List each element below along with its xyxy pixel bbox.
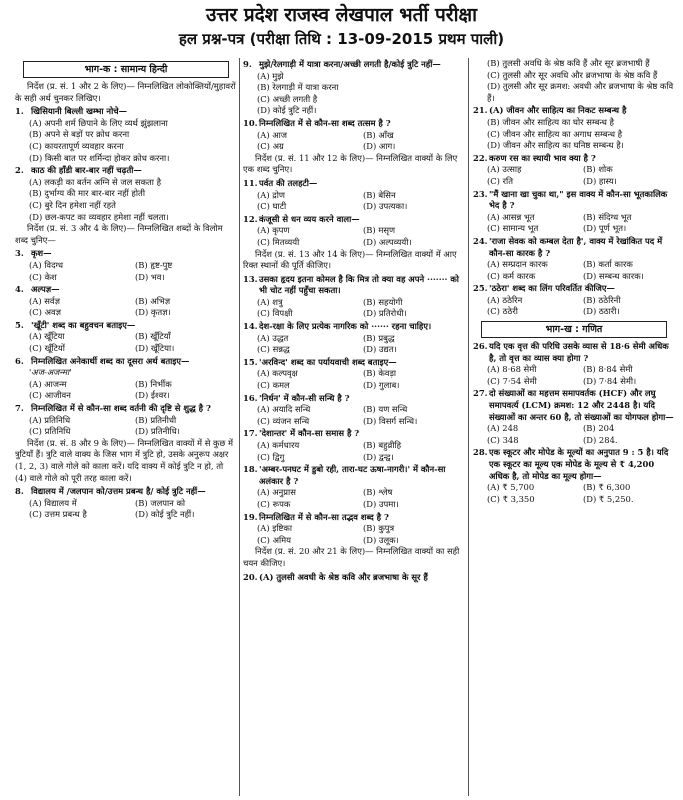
question-number: 18.	[243, 464, 258, 475]
question-number: 20.	[243, 571, 258, 582]
column-middle	[243, 58, 465, 798]
question-stem	[473, 105, 675, 117]
question-number: 23.	[473, 188, 488, 199]
question-item	[243, 178, 465, 213]
option: (B) यण सन्धि	[363, 404, 408, 415]
section-heading-hindi: भाग-क : सामान्य हिन्दी	[23, 61, 229, 78]
option: (A) कृपण	[257, 225, 290, 236]
question-number: 5.	[15, 319, 24, 330]
question-number: 13.	[243, 273, 258, 284]
options-list	[15, 379, 237, 402]
options-list	[473, 295, 675, 318]
question-text: देश-रक्षा के लिए प्रत्येक नागरिक को ······ रहना चाहिए।	[259, 321, 432, 332]
question-stem	[15, 165, 237, 177]
options-list	[473, 259, 675, 282]
options-list	[243, 487, 465, 510]
question-item	[15, 403, 237, 438]
question-stem	[15, 106, 237, 118]
options-list	[15, 118, 237, 164]
options-list	[473, 117, 675, 152]
option: (A) 248	[487, 423, 519, 434]
question-text: अल्पज्ञ—	[31, 284, 60, 295]
option: (D) ₹ 5,250.	[583, 493, 634, 504]
question-text: निम्नलिखित में से कौन-सा शब्द वर्तनी की दृष्टि से शुद्ध है ?	[31, 403, 211, 414]
question-stem	[15, 356, 237, 368]
question-number: 21.	[473, 105, 488, 116]
question-stem	[243, 118, 465, 130]
instruction-block: निर्देश (प्र. सं. 20 और 21 के लिए)— निम्नलिखित वाक्यों का सही चयन कीजिए।	[243, 546, 460, 568]
question-subtext: 'अज-अजन्मा'	[29, 367, 72, 378]
question-text: खिसियानी बिल्ली खम्भा नोचे—	[31, 106, 127, 117]
option: (C) आजीवन	[29, 390, 71, 401]
option: (A) इष्टिका	[257, 523, 293, 534]
question-text: "मैं खाना खा चुका था," इस वाक्य में कौन-सा भूतकालिक भेद है ?	[489, 188, 668, 211]
question-stem	[15, 320, 237, 332]
question-number: 22.	[473, 152, 488, 163]
option: (A) खूँटिया	[29, 331, 65, 342]
question-stem	[243, 464, 465, 487]
option: (B) शोक	[583, 164, 613, 175]
question-number: 11.	[243, 177, 258, 188]
option: (A) विदग्ध	[29, 259, 64, 270]
question-text: एक स्कूटर और मोपेड के मूल्यों का अनुपात 9 : 5 है। यदि एक स्कूटर का मूल्य एक मोपेड के मूल्य से ₹ 4,200 अधिक है, तो मोपेड का मूल्य होगा—	[489, 447, 669, 481]
option: (A) उद्धत	[257, 332, 289, 343]
question-item	[243, 572, 465, 584]
question-text: 'अरविन्द' शब्द का पर्यायवाची शब्द बताइए—	[259, 356, 397, 367]
option: (D) उपत्यका।	[363, 201, 408, 212]
question-stem	[473, 283, 675, 295]
option: (C) सन्नद्ध	[257, 344, 290, 355]
option: (B) 204	[583, 423, 615, 434]
option: (C) द्विगु	[257, 451, 285, 462]
column-left	[15, 58, 237, 798]
question-stem	[243, 512, 465, 524]
question-number: 1.	[15, 106, 24, 117]
question-stem	[243, 321, 465, 333]
option: (B) प्रबुद्ध	[363, 332, 395, 343]
question-stem	[473, 341, 675, 364]
question-item	[243, 214, 465, 249]
option: (B) दुर्भाग्य की मार बार-बार नहीं होती	[29, 188, 145, 199]
option: (B) निर्भीक	[135, 378, 172, 389]
option: (C) विपक्षी	[257, 308, 293, 319]
page-subtitle: हल प्रश्न-पत्र (परीक्षा तिथि : 13-09-2015 प्रथम पाली)	[178, 30, 505, 48]
question-number: 12.	[243, 213, 258, 224]
question-text: 'अम्बर-पनघट में डुबो रही, तारा-घट ऊषा-नागरी।' में कौन-सा अलंकार है ?	[259, 464, 446, 486]
option: (A) आज	[257, 129, 288, 140]
options-list	[15, 296, 237, 319]
options-list	[243, 130, 465, 153]
option: (C) कर्म कारक	[487, 270, 536, 281]
option: (B) खूँटियाँ	[135, 331, 171, 342]
question-text: उसका हृदय इतना कोमल है कि मित्र तो क्या वह अपने ······· को भी चोट नहीं पहुँचा सकता।	[259, 273, 459, 296]
option: (D) गुलाब।	[363, 380, 400, 391]
option: (A) 8·68 सेमी	[487, 364, 537, 375]
option: (D) कृतज्ञ।	[135, 307, 171, 318]
option: (D) किसी बात पर शर्मिन्दा होकर क्रोध करना।	[29, 152, 170, 163]
option: (A) कल्पवृक्ष	[257, 368, 298, 379]
question-item	[243, 118, 465, 153]
options-list	[15, 177, 237, 223]
question-number: 26.	[473, 341, 488, 352]
question-item	[473, 283, 675, 318]
option: (A) सम्प्रदान कारक	[487, 259, 548, 270]
option: (C) ₹ 3,350	[487, 493, 535, 504]
option: (A) अपनी शर्म छिपाने के लिए व्यर्थ झुंझलाना	[29, 117, 168, 128]
question-text: दो संख्याओं का महत्तम समापवर्तक (HCF) और लघु समापवर्त्य (LCM) क्रमश: 12 और 2448 है। यदि संख्याओं का अन्तर 60 है, तो संख्याओं का योगफल होगा—	[489, 388, 674, 422]
question-stem	[243, 274, 465, 297]
option: (D) प्रतिरोधी।	[363, 308, 407, 319]
question-number: 16.	[243, 392, 258, 403]
option: (D) प्रतिनीधि।	[135, 426, 180, 437]
option: (B) प्रतिनीधी	[135, 414, 177, 425]
question-stem	[15, 486, 237, 498]
option: (B) बेसिन	[363, 189, 396, 200]
option: (D) कोई त्रुटि नहीं।	[257, 105, 317, 116]
option: (A) उत्साह	[487, 164, 522, 175]
option: (A) ठठेरिन	[487, 294, 523, 305]
question-item	[15, 165, 237, 223]
question-text: निम्नलिखित में से कौन-सा तद्भव शब्द है ?	[259, 511, 389, 522]
question-item	[243, 393, 465, 428]
options-list	[473, 423, 675, 446]
option: (B) श्लेष	[363, 487, 393, 498]
question-stem	[473, 388, 675, 423]
question-text: 'ठठेरा' शब्द का लिंग परिवर्तित कीजिए—	[489, 283, 615, 294]
options-list	[243, 333, 465, 356]
options-list	[473, 482, 675, 505]
question-stem	[243, 59, 465, 71]
question-number: 19.	[243, 511, 258, 522]
option: (D) अल्पव्ययी।	[363, 236, 412, 247]
question-number: 27.	[473, 388, 488, 399]
question-stem	[15, 248, 237, 260]
option: (A) प्रतिनिधि	[29, 414, 71, 425]
question-text: कंजूसी से धन व्यय करने वाला—	[259, 213, 360, 224]
question-item	[473, 153, 675, 188]
question-stem	[473, 236, 675, 259]
question-stem	[243, 357, 465, 369]
option: (B) कुपुत्र	[363, 523, 395, 534]
question-text: 'देशान्तर' में कौन-सा समास है ?	[259, 428, 360, 439]
column-right	[473, 58, 675, 798]
option: (B) जलपान को	[135, 497, 186, 508]
option: (A) आजन्म	[29, 378, 67, 389]
option: (D) उद्यत।	[363, 344, 397, 355]
question-text: यदि एक वृत्त की परिधि उसके व्यास से 18·6 सेमी अधिक है, तो वृत्त का व्यास क्या होगा ?	[489, 341, 669, 363]
question-item	[243, 512, 465, 547]
question-stem	[473, 153, 675, 165]
option: (A) द्रोण	[257, 189, 285, 200]
question-number: 25.	[473, 283, 488, 294]
question-stem	[243, 214, 465, 226]
option: (C) ठठेरी	[487, 306, 518, 317]
instruction-block: निर्देश (प्र. सं. 13 और 14 के लिए)— निम्नलिखित वाक्यों में आए रिक्त स्थानों की पूर्ति कीजिए।	[243, 248, 457, 271]
question-text: (A) तुलसी अवधी के श्रेष्ठ कवि और ब्रजभाषा के सूर हैं	[259, 571, 428, 582]
question-number: 10.	[243, 117, 258, 128]
option: (B) रेलगाड़ी में यात्रा करना	[257, 82, 339, 93]
question-item	[15, 320, 237, 355]
options-list	[243, 297, 465, 320]
option: (B) संदिग्ध भूत	[583, 211, 632, 222]
option: (B) कर्ता कारक	[583, 259, 633, 270]
option: (C) कमल	[257, 380, 290, 391]
option: (C) मितव्ययी	[257, 236, 300, 247]
question-item	[243, 59, 465, 117]
question-item	[15, 356, 237, 402]
option: (A) अनुप्रास	[257, 487, 296, 498]
option: (D) खूँटिया।	[135, 343, 175, 354]
option: (A) विद्यालय में	[29, 497, 77, 508]
option: (B) आँख	[363, 129, 394, 140]
option: (B) बहुव्रीहि	[363, 440, 402, 450]
question-item	[473, 236, 675, 282]
question-stem	[243, 428, 465, 440]
option: (B) केवड़ा	[363, 368, 397, 379]
option: (A) मुझे	[257, 70, 284, 81]
option: (C) व्यंजन सन्धि	[257, 415, 310, 426]
options-list	[473, 212, 675, 235]
question-stem	[243, 178, 465, 190]
option: (C) रूपक	[257, 498, 291, 509]
question-item	[473, 388, 675, 446]
question-text: 'निर्धन' में कौन-सी सन्धि है ?	[259, 392, 350, 403]
question-item	[243, 357, 465, 392]
question-item	[473, 447, 675, 505]
question-item	[473, 341, 675, 387]
question-stem	[473, 447, 675, 482]
question-text: मुझे/रेलगाड़ी में यात्रा करना/अच्छी लगती है/कोई त्रुटि नहीं—	[259, 59, 441, 69]
option: (C) प्रतिनिधि	[29, 426, 71, 437]
option: (C) उत्तम प्रबन्ध है	[29, 509, 87, 520]
question-number: 7.	[15, 403, 24, 414]
option: (D) कोई त्रुटि नहीं।	[135, 509, 195, 520]
options-list	[243, 71, 465, 117]
options-list	[473, 164, 675, 187]
question-item	[243, 464, 465, 510]
option: (C) 348	[487, 434, 519, 445]
option: (B) ₹ 6,300	[583, 482, 631, 493]
option: (A) ₹ 5,700	[487, 482, 535, 493]
option: (C) अग्र	[257, 141, 284, 152]
question-stem	[15, 284, 237, 296]
question-item	[243, 274, 465, 320]
option: (D) ठठारी।	[583, 306, 620, 317]
options-list	[243, 368, 465, 391]
options-list	[15, 415, 237, 438]
question-number: 2.	[15, 165, 24, 176]
question-text: निम्नलिखित में से कौन-सा शब्द तत्सम है ?	[259, 117, 391, 128]
option: (B) मसृण	[363, 225, 396, 236]
question-item	[243, 428, 465, 463]
question-item	[15, 284, 237, 319]
question-item	[15, 106, 237, 164]
option: (A) लकड़ी का बर्तन अग्नि से जल सकता है	[29, 176, 162, 187]
page-title: उत्तर प्रदेश राजस्व लेखपाल भर्ती परीक्षा	[205, 4, 478, 26]
question-number: 6.	[15, 355, 24, 366]
question-number: 8.	[15, 486, 24, 497]
question-text: 'राजा सेवक को कम्बल देता है', वाक्य में रेखांकित पद में कौन-सा कारक है ?	[489, 235, 663, 258]
option: (C) बुरे दिन हमेशा नहीं रहते	[29, 199, 116, 210]
option: (D) भव।	[135, 271, 165, 282]
question-continued	[473, 58, 675, 104]
option: (A) सर्वज्ञ	[29, 295, 60, 306]
option: (C) 7·54 सेमी	[487, 375, 537, 386]
option: (C) अवज्ञ	[29, 307, 62, 318]
options-list	[15, 498, 237, 521]
option: (C) घाटी	[257, 201, 287, 212]
option: (D) ईश्वर।	[135, 390, 170, 401]
question-stem	[473, 189, 675, 212]
options-list	[243, 190, 465, 213]
question-number: 3.	[15, 248, 24, 259]
instruction-block: निर्देश (प्र. सं. 1 और 2 के लिए)— निम्नलिखित लोकोक्तियों/मुहावरों के सही अर्थ चुनकर लिखिए।	[15, 81, 236, 103]
option: (C) तुलसी और सूर अवधि और ब्रजभाषा के श्रेष्ठ कवि हैं	[487, 69, 658, 80]
question-item	[473, 105, 675, 151]
option: (D) 7·84 सेमी।	[583, 375, 637, 386]
option: (B) ठठेरिनी	[583, 294, 621, 305]
question-text: (A) जीवन और साहित्य का निकट सम्बन्ध है	[489, 105, 627, 116]
page-header	[0, 3, 683, 49]
option: (C) रति	[487, 175, 513, 186]
option: (A) शत्रु	[257, 296, 283, 307]
option: (B) अपने से बड़ों पर क्रोध करना	[29, 129, 130, 140]
question-number: 17.	[243, 428, 258, 439]
question-number: 14.	[243, 321, 258, 332]
option: (D) हास्य।	[583, 175, 617, 186]
option: (D) तुलसी और सूर क्रमश: अवधी और ब्रजभाषा के श्रेष्ठ कवि हैं।	[487, 81, 674, 103]
options-list	[473, 58, 675, 104]
column-divider	[468, 58, 469, 796]
question-stem	[243, 393, 465, 405]
option: (D) आग।	[363, 141, 396, 152]
option: (C) खूँटियों	[29, 343, 65, 354]
question-number: 15.	[243, 356, 258, 367]
options-list	[243, 440, 465, 463]
options-list	[15, 331, 237, 354]
option: (D) सम्बन्ध कारक।	[583, 270, 644, 281]
question-number: 9.	[243, 59, 252, 69]
option: (A) कर्मधारय	[257, 440, 300, 450]
option: (D) 284.	[583, 434, 618, 445]
option: (B) 8·84 सेमी	[583, 364, 633, 375]
option: (C) जीवन और साहित्य का अगाध सम्बन्ध है	[487, 128, 623, 139]
option: (D) उपमा।	[363, 498, 399, 509]
option: (A) आसन्न भूत	[487, 211, 535, 222]
instruction-block: निर्देश (प्र. सं. 8 और 9 के लिए)— निम्नलिखित वाक्यों में से कुछ में त्रुटियाँ हैं। त्रुटि वाले वाक्य के जिस भाग में त्रुटि हो, उसके अनुरूप अक्षर (1, 2, 3) वाले गोले को काला करें। यदि वाक्य में कोई त्रुटि न हो, तो (4) वाले गोले को पूरी तरह काला करें।	[15, 437, 234, 483]
question-number: 24.	[473, 235, 488, 246]
question-text: पर्वत की तलहटी—	[259, 177, 318, 188]
option: (D) द्वन्द्व।	[363, 451, 394, 462]
option: (C) अमिय	[257, 534, 292, 545]
question-text: 'खूँटी' शब्द का बहुवचन बताइए—	[31, 319, 136, 330]
question-item	[15, 248, 237, 283]
question-number: 28.	[473, 447, 488, 458]
option: (B) अभिज्ञ	[135, 295, 171, 306]
question-text: करुण रस का स्थायी भाव क्या है ?	[489, 152, 596, 163]
question-text: निम्नलिखित अनेकार्थी शब्द का दूसरा अर्थ बताइए—	[31, 355, 190, 366]
options-list	[473, 364, 675, 387]
option: (C) केश	[29, 271, 57, 282]
options-list	[15, 260, 237, 283]
options-list	[243, 225, 465, 248]
question-text: विद्यालय में /जलपान को/उत्तम प्रबन्ध है/ कोई त्रुटि नहीं—	[31, 486, 206, 497]
question-item	[243, 321, 465, 356]
option: (D) छल-कपट का व्यवहार हमेशा नहीं चलता।	[29, 211, 169, 222]
instruction-block: निर्देश (प्र. सं. 3 और 4 के लिए)— निम्नलिखित शब्दों के विलोम शब्द चुनिए—	[15, 223, 223, 245]
question-item	[15, 486, 237, 521]
option: (A) अयादि सन्धि	[257, 404, 311, 415]
question-text: काठ की हाँडी बार-बार नहीं चढ़ती—	[31, 165, 142, 176]
question-stem	[15, 403, 237, 415]
option: (B) सहयोगी	[363, 296, 403, 307]
option: (D) उलूक।	[363, 534, 399, 545]
option: (C) सामान्य भूत	[487, 223, 539, 234]
options-list	[243, 404, 465, 427]
question-text: कृश—	[31, 248, 52, 259]
option: (D) विसर्ग सन्धि।	[363, 415, 418, 426]
option: (C) अच्छी लगती है	[257, 93, 318, 104]
option: (B) तुलसी अवधि के श्रेष्ठ कवि हैं और सूर ब्रजभाषी हैं	[487, 58, 650, 68]
options-list	[243, 523, 465, 546]
option: (D) पूर्ण भूत।	[583, 223, 627, 234]
question-stem	[243, 572, 465, 584]
option: (B) हृष्ट-पुष्ट	[135, 259, 173, 270]
section-heading-math: भाग-ख : गणित	[481, 321, 667, 338]
question-number: 4.	[15, 284, 24, 295]
instruction-block: निर्देश (प्र. सं. 11 और 12 के लिए)— निम्नलिखित वाक्यों के लिए एक शब्द चुनिए।	[243, 152, 458, 175]
option: (B) जीवन और साहित्य का घोर सम्बन्ध है	[487, 116, 614, 127]
option: (C) कायरतापूर्ण व्यवहार करना	[29, 140, 124, 151]
question-item	[473, 189, 675, 235]
option: (D) जीवन और साहित्य का घनिष्ठ सम्बन्ध है।	[487, 140, 624, 151]
column-divider	[239, 58, 240, 796]
